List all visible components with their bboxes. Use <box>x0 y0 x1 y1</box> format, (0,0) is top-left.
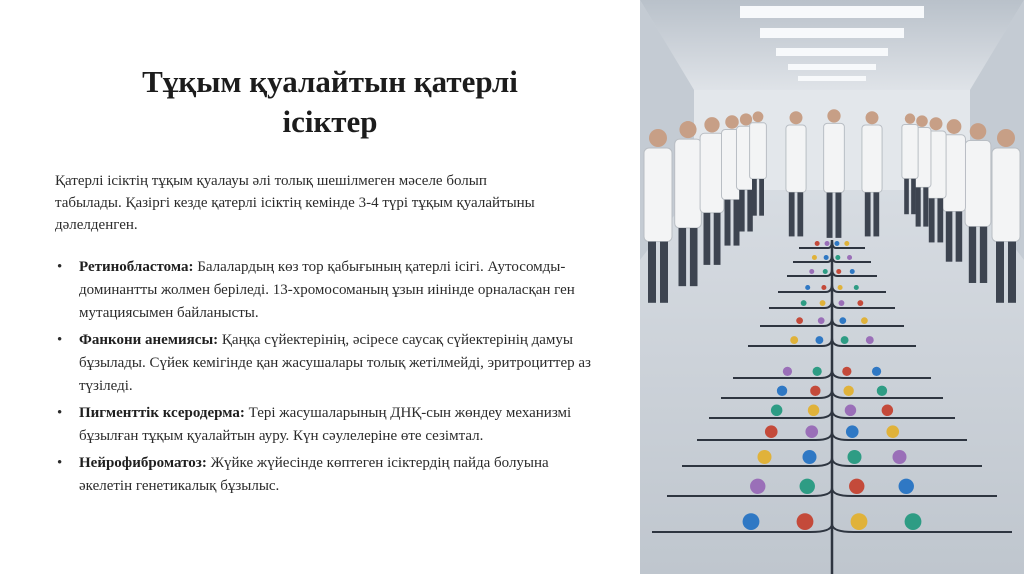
genome-marker <box>813 367 822 376</box>
genome-marker <box>839 317 846 324</box>
bullet-text: Балалардың көз тор қабығының қатерлі ісігі. Аутосомды-доминантты жолмен беріледі. 13-хромосоманың ұзын иінінде орналасқан ген мутациясымен байланысты. <box>79 259 575 321</box>
genome-marker <box>750 479 765 494</box>
genome-marker <box>803 450 817 464</box>
corridor-genetics-photo <box>640 0 1024 574</box>
genome-marker <box>820 300 826 306</box>
bullet-term: Нейрофиброматоз: <box>79 455 207 471</box>
genome-marker <box>812 255 817 260</box>
genome-marker <box>808 405 819 416</box>
genome-marker <box>886 425 899 438</box>
intro-line-2: табылады. Қазіргі кезде қатерлі ісіктің кемінде 3-4 түрі тұқым қуалайтыны <box>55 195 535 211</box>
genome-marker <box>872 367 881 376</box>
genome-marker <box>854 285 859 290</box>
genome-marker <box>805 285 810 290</box>
genome-marker <box>841 336 849 344</box>
genome-marker <box>838 285 843 290</box>
genome-marker <box>836 269 841 274</box>
title-line-1: Тұқым қуалайтын қатерлі <box>142 64 518 99</box>
bullet-term: Фанкони анемиясы: <box>79 332 219 348</box>
genome-marker <box>809 269 814 274</box>
genome-marker <box>845 405 856 416</box>
genome-marker <box>851 513 868 530</box>
genome-marker <box>818 317 825 324</box>
genome-marker <box>777 386 787 396</box>
genome-marker <box>882 405 893 416</box>
genome-marker <box>824 255 829 260</box>
genome-marker <box>823 269 828 274</box>
genome-marker <box>771 405 782 416</box>
genome-marker <box>815 336 823 344</box>
intro-line-3: дәлелденген. <box>55 217 138 233</box>
genome-marker <box>765 425 778 438</box>
genome-marker <box>846 425 859 438</box>
genome-marker <box>857 300 863 306</box>
genome-marker <box>899 479 914 494</box>
genome-marker <box>805 425 818 438</box>
bullet-icon: • <box>57 332 63 348</box>
genome-marker <box>843 386 853 396</box>
genome-marker <box>783 367 792 376</box>
genome-marker <box>905 513 922 530</box>
bullet-item-xeroderma <box>55 402 600 448</box>
photo-illustration <box>640 0 1024 574</box>
bullet-item-retinoblastoma <box>55 256 600 325</box>
intro-paragraph <box>55 170 595 236</box>
genome-marker <box>848 450 862 464</box>
genome-marker <box>801 300 807 306</box>
genome-marker <box>797 513 814 530</box>
genome-marker <box>847 255 852 260</box>
bullet-text: Тері жасушаларының ДНҚ-сын жөндеу механизмі бұзылған тұқым қуалайтын ауру. Күн сәулелеріне өте сезімтал. <box>79 405 572 444</box>
genome-marker <box>844 241 849 246</box>
bullet-term: Ретинобластома: <box>79 259 194 275</box>
bullet-text: Жүйке жүйесінде көптеген ісіктердің пайда болуына әкелетін генетикалық бұзылыс. <box>79 455 549 494</box>
genome-marker <box>877 386 887 396</box>
bullet-item-fanconi <box>55 329 600 398</box>
genome-marker <box>861 317 868 324</box>
genome-marker <box>849 479 864 494</box>
intro-line-1: Қатерлі ісіктің тұқым қуалауы әлі толық шешілмеген мәселе болып <box>55 173 487 189</box>
genome-marker <box>834 241 839 246</box>
bullet-icon: • <box>57 405 63 421</box>
title-line-2: ісіктер <box>282 104 378 139</box>
genome-marker <box>743 513 760 530</box>
bullet-icon: • <box>57 455 63 471</box>
bullet-item-neurofibromatosis <box>55 452 600 498</box>
bullet-icon: • <box>57 259 63 275</box>
genome-marker <box>790 336 798 344</box>
genome-marker <box>758 450 772 464</box>
bullet-term: Пигменттік ксеродерма: <box>79 405 245 421</box>
slide-title <box>60 62 600 142</box>
genome-marker <box>815 241 820 246</box>
genome-marker <box>800 479 815 494</box>
genome-marker <box>796 317 803 324</box>
genome-marker <box>850 269 855 274</box>
genome-marker <box>893 450 907 464</box>
genome-marker <box>821 285 826 290</box>
genome-marker <box>825 241 830 246</box>
genome-marker <box>866 336 874 344</box>
bullet-text: Қаңқа сүйектерінің, әсіресе саусақ сүйектерінің дамуы бұзылады. Сүйек кемігінде қан жасушалары толық жетілмейді, эритроциттер аз түзіледі. <box>79 332 591 394</box>
genome-marker <box>839 300 845 306</box>
genome-marker <box>810 386 820 396</box>
genome-marker <box>842 367 851 376</box>
bullet-list <box>55 256 600 502</box>
genome-marker <box>835 255 840 260</box>
